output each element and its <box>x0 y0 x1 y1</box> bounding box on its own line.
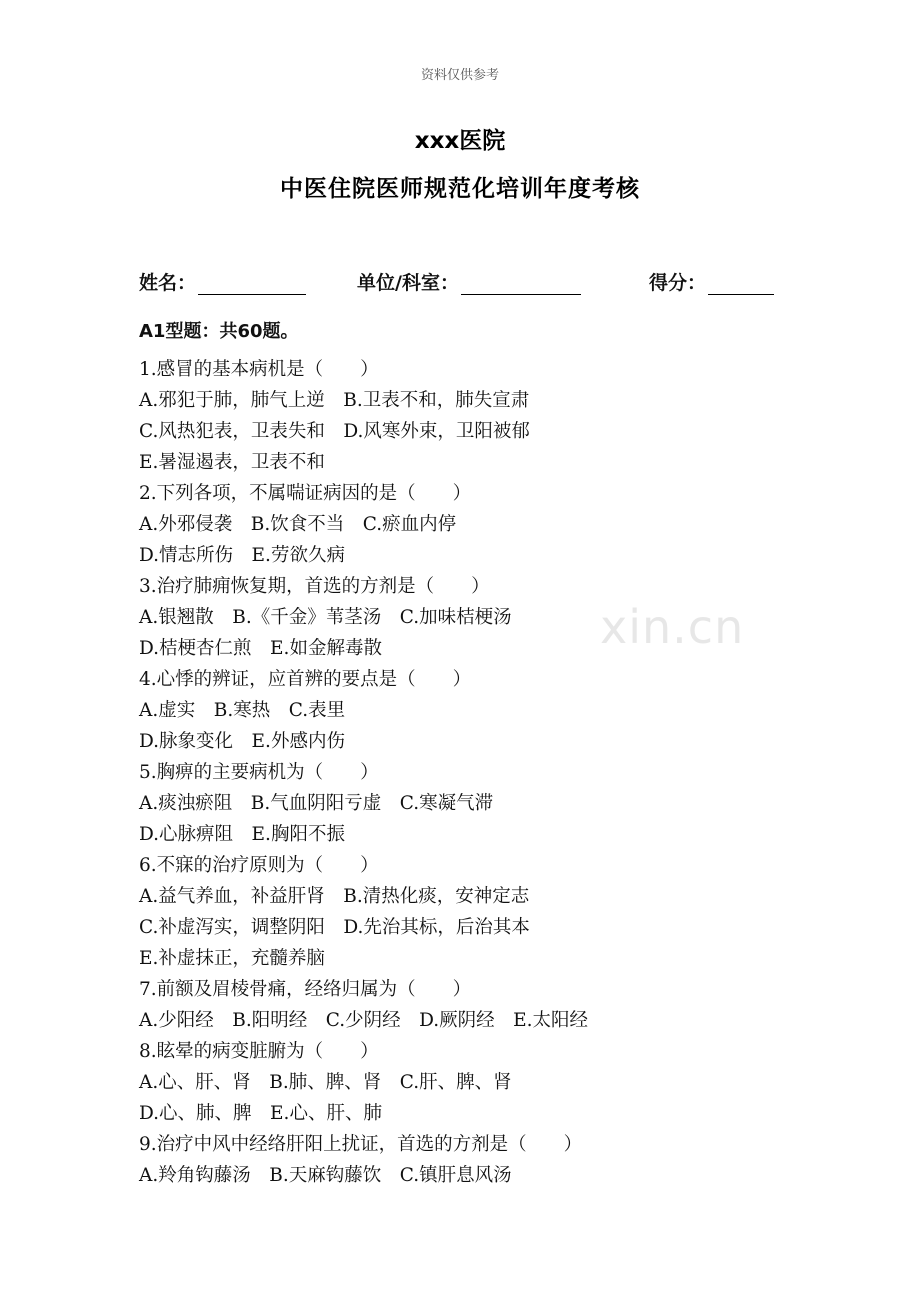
score-field <box>649 268 774 295</box>
name-field <box>139 268 306 295</box>
question-text: 5.胸痹的主要病机为（ ） <box>139 762 379 783</box>
option-line: D.心、肺、脾 E.心、肝、肺 <box>139 1103 382 1124</box>
section-title: A1型题：共60题。 <box>139 321 299 342</box>
option-line: A.羚角钩藤汤 B.天麻钩藤饮 C.镇肝息风汤 <box>139 1165 512 1186</box>
option-line: A.银翘散 B.《千金》苇茎汤 C.加味桔梗汤 <box>139 607 512 628</box>
info-row <box>139 268 784 296</box>
watermark: xin.cn <box>600 600 745 654</box>
exam-title: 中医住院医师规范化培训年度考核 <box>280 176 640 202</box>
option-line: A.外邪侵袭 B.饮食不当 C.瘀血内停 <box>139 514 457 535</box>
question-text: 9.治疗中风中经络肝阳上扰证，首选的方剂是（ ） <box>139 1134 583 1155</box>
option-line: A.少阳经 B.阳明经 C.少阴经 D.厥阴经 E.太阳经 <box>139 1010 589 1031</box>
option-line: D.脉象变化 E.外感内伤 <box>139 731 345 752</box>
question-list <box>139 354 819 1191</box>
question-text: 2.下列各项，不属喘证病因的是（ ） <box>139 483 472 504</box>
question-text: 7.前额及眉棱骨痛，经络归属为（ ） <box>139 979 472 1000</box>
header-note: 资料仅供参考 <box>420 68 499 83</box>
option-line: D.桔梗杏仁煎 E.如金解毒散 <box>139 638 382 659</box>
dept-blank[interactable] <box>461 274 581 295</box>
option-line: A.邪犯于肺，肺气上逆 B.卫表不和，肺失宣肃 <box>139 390 530 411</box>
question-text: 4.心悸的辨证，应首辨的要点是（ ） <box>139 669 472 690</box>
name-blank[interactable] <box>198 274 306 295</box>
option-line: A.虚实 B.寒热 C.表里 <box>139 700 346 721</box>
question-text: 8.眩晕的病变脏腑为（ ） <box>139 1041 379 1062</box>
option-line: D.情志所伤 E.劳欲久病 <box>139 545 345 566</box>
score-blank[interactable] <box>708 274 774 295</box>
option-line: A.痰浊瘀阻 B.气血阴阳亏虚 C.寒凝气滞 <box>139 793 494 814</box>
option-line: E.补虚抹正，充髓养脑 <box>139 948 325 969</box>
question-text: 3.治疗肺痈恢复期，首选的方剂是（ ） <box>139 576 490 597</box>
dept-field <box>357 268 581 295</box>
question-text: 6.不寐的治疗原则为（ ） <box>139 855 379 876</box>
name-label: 姓名： <box>139 272 197 294</box>
dept-label: 单位/科室： <box>357 272 459 294</box>
option-line: A.心、肝、肾 B.肺、脾、肾 C.肝、脾、肾 <box>139 1072 512 1093</box>
question-text: 1.感冒的基本病机是（ ） <box>139 359 379 380</box>
hospital-title: xxx医院 <box>414 128 506 154</box>
option-line: C.风热犯表，卫表失和 D.风寒外束，卫阳被郁 <box>139 421 530 442</box>
option-line: C.补虚泻实，调整阴阳 D.先治其标，后治其本 <box>139 917 530 938</box>
option-line: A.益气养血，补益肝肾 B.清热化痰，安神定志 <box>139 886 530 907</box>
score-label: 得分： <box>649 272 707 294</box>
option-line: E.暑湿遏表，卫表不和 <box>139 452 325 473</box>
option-line: D.心脉痹阻 E.胸阳不振 <box>139 824 345 845</box>
